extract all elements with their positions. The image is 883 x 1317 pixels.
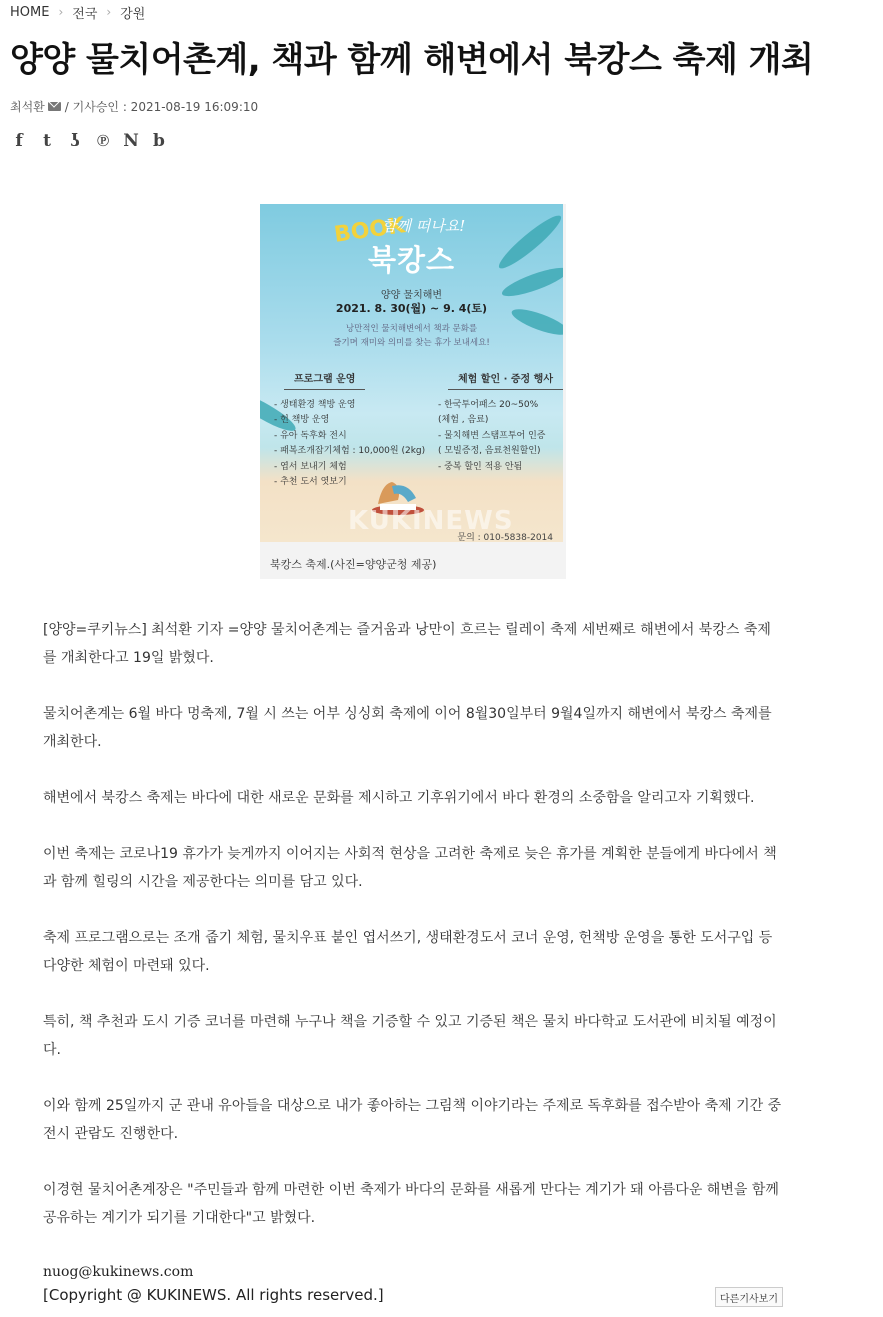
naver-icon[interactable]: N [123, 131, 139, 151]
festival-poster [260, 204, 563, 542]
share-bar [8, 130, 170, 152]
poster-discount-item: (체험 , 음료) [438, 415, 489, 425]
body-paragraph: 이번 축제는 코로나19 휴가가 늦게까지 이어지는 사회적 현상을 고려한 축제로 늦은 휴가를 계획한 분들에게 바다에서 책과 함께 힐링의 시간을 제공한다는 의미를 담고 있다. [43, 846, 777, 890]
more-articles-button[interactable]: 다른기사보기 [715, 1287, 783, 1307]
poster-with-text: 함께 떠나요! [382, 217, 466, 235]
poster-desc-line: 즐기며 재미와 의미를 찾는 휴가 보내세요! [333, 338, 490, 348]
chevron-right-icon: › [106, 5, 112, 19]
poster-discount-column [438, 372, 563, 475]
body-paragraph: 해변에서 북캉스 축제는 바다에 대한 새로운 문화를 제시하고 기후위기에서 바다 환경의 소중함을 알리고자 기획했다. [43, 790, 755, 806]
twitter-icon[interactable]: t [43, 131, 51, 151]
chevron-right-icon: › [58, 5, 64, 19]
poster-program-item: - 헌 책방 운영 [274, 415, 330, 425]
poster-contact: 문의 : 010-5838-2014 [457, 533, 553, 542]
poster-title: 북캉스 [367, 243, 456, 277]
breadcrumb-level2[interactable]: 강원 [120, 6, 146, 22]
poster-program-item: - 추천 도서 엿보기 [274, 477, 347, 487]
mail-icon[interactable] [48, 102, 61, 111]
article-figure [260, 204, 566, 579]
author-name[interactable]: 최석환 [10, 100, 45, 114]
approval-date: / 기사승인 : 2021-08-19 16:09:10 [64, 100, 259, 114]
breadcrumb [10, 3, 145, 21]
poster-discount-item: - 한국투어패스 20~50% [438, 399, 539, 410]
kakao-story-icon[interactable]: ʖ [70, 131, 80, 151]
poster-program-header: 프로그램 운영 [284, 372, 365, 390]
article-body [43, 616, 783, 1260]
band-icon[interactable]: b [153, 131, 165, 151]
poster-description [260, 322, 563, 350]
body-paragraph: [양양=쿠키뉴스] 최석환 기자 =양양 물치어촌계는 즐거움과 낭만이 흐르는 릴레이 축제 세번째로 해변에서 북캉스 축제를 개최한다고 19일 밝혔다. [43, 622, 771, 666]
poster-book-en: BOOK [332, 213, 407, 248]
poster-program-item: - 생태환경 책방 운영 [274, 399, 356, 410]
body-paragraph: 이경현 물치어촌계장은 "주민들과 함께 마련한 이번 축제가 바다의 문화를 새롭게 만다는 계기가 돼 아름다운 해변을 함께 공유하는 계기가 되기를 기대한다"고 밝혔다. [43, 1182, 779, 1226]
reporter-email[interactable]: nuog@kukinews.com [43, 1264, 194, 1280]
breadcrumb-level1[interactable]: 전국 [72, 6, 98, 22]
figure-caption: 북캉스 축제.(사진=양양군청 제공) [270, 558, 437, 571]
poster-discount-item: - 물치해변 스탬프투어 인증 [438, 430, 546, 441]
poster-discount-item: ( 모빌증정, 음료천원할인) [438, 446, 541, 456]
poster-program-item: - 유아 독후화 전시 [274, 430, 347, 441]
poster-discount-item: - 중복 할인 적용 안됨 [438, 461, 523, 472]
poster-place: 양양 물치해변 [380, 290, 443, 301]
pinterest-icon[interactable]: ℗ [96, 131, 110, 151]
body-paragraph: 축제 프로그램으로는 조개 줍기 체험, 물치우표 붙인 엽서쓰기, 생태환경도서 코너 운영, 헌책방 운영을 통한 도서구입 등 다양한 체험이 마련돼 있다. [43, 930, 773, 974]
body-paragraph: 특히, 책 추천과 도시 기증 코너를 마련해 누구나 책을 기증할 수 있고 기증된 책은 물치 바다학교 도서관에 비치될 예정이다. [43, 1014, 777, 1058]
breadcrumb-home[interactable]: HOME [10, 4, 50, 20]
facebook-icon[interactable]: f [15, 131, 23, 151]
poster-desc-line: 낭만적인 물치해변에서 책과 문화를 [345, 324, 478, 334]
poster-discount-header: 체험 할인 · 증정 행사 [448, 372, 563, 390]
poster-program-item: - 엽서 보내기 체험 [274, 461, 347, 472]
poster-dates: 2021. 8. 30(월) ~ 9. 4(토) [335, 302, 488, 315]
body-paragraph: 물치어촌계는 6월 바다 멍축제, 7월 시 쓰는 어부 싱싱회 축제에 이어 8월30일부터 9월4일까지 해변에서 북캉스 축제를 개최한다. [43, 706, 772, 750]
article-title: 양양 물치어촌계, 책과 함께 해변에서 북캉스 축제 개최 [10, 40, 814, 80]
poster-program-column [274, 372, 425, 491]
poster-watermark: KUKINEWS [348, 506, 514, 536]
poster-program-item: - 패복조개잡기체험 : 10,000원 (2kg) [274, 446, 426, 456]
article-meta [10, 98, 258, 115]
body-paragraph: 이와 함께 25일까지 군 관내 유아들을 대상으로 내가 좋아하는 그림책 이야기라는 주제로 독후화를 접수받아 축제 기간 중 전시 관람도 진행한다. [43, 1098, 782, 1142]
copyright-notice: [Copyright @ KUKINEWS. All rights reserved.] [43, 1286, 384, 1304]
